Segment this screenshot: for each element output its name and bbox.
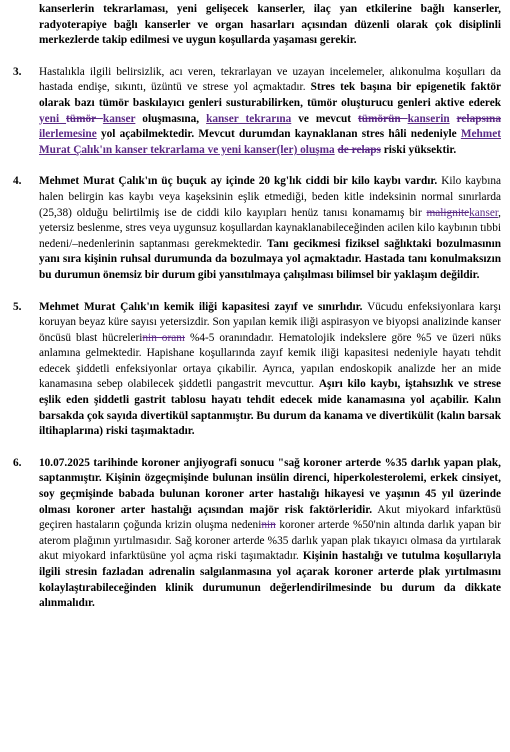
item-number: 4. (13, 175, 22, 188)
bold-text: 10.07.2025 tarihinde koroner anjiyografi sonucu "sağ koroner arterde %35 darlık yapan plak, saptanmıştır. Kişinin özgeçmişinde bulunan insülin direnci, hiperkolesterolemi, erkek cinsiyet, soy geçmişinde babada bulunan koroner arter hastalığı hikayesi ve yaşının 45 yıl üzerinde olması koroner arter hastalığı açısından majör risk faktörleridir. (39, 456, 501, 516)
document-page (13, 2, 501, 612)
deleted-text: tümörün (357, 112, 408, 125)
item-body (39, 174, 501, 283)
list-item-3 (13, 65, 501, 159)
continuation-paragraph (39, 2, 501, 49)
list-item-4 (13, 174, 501, 283)
bold-text: Tanı gecikmesi fiziksel sağlıktaki bozulmasının yanı sıra kişinin ruhsal durumunda da bozulmaya yol açmaktadır. Hastada tanı konulmaksızın bu durumun önemsiz bir durum gibi yansıtılmaya çalışılması bilimsel bir yaklaşım değildir. (39, 237, 501, 281)
deleted-text: nin (261, 519, 276, 532)
inserted-text: yeni (39, 112, 67, 125)
bold-text: ve mevcut (291, 112, 358, 125)
deleted-text: de relaps (337, 143, 381, 156)
plain-text: Kilo kaybına halen belirgin kas kaybı veya kaşeksinin eşlik etmediği, beden kitle indeksinin normal sınırlarda (25,38) olduğu belirtilmiş ise de ciddi kilo kayıpları henüz tanısı konamamış bir (39, 175, 501, 219)
inserted-text: ilerlemesine (39, 128, 97, 141)
deleted-text: tümör (66, 112, 103, 125)
bold-text: Kişinin hastalığı ve tutulma koşullarıyla ilgili stresin fazladan adrenalin salgılanmasına yol açarak koroner arterde plak yırtılmasını kolaylaştırabileceğinden klinik durumunun değerlendirilmesinde bu durum da dikkate alınmalıdır. (39, 550, 501, 610)
item-number: 6. (13, 456, 22, 469)
plain-text: Vücudu enfeksiyonlara karşı koruyan beyaz küre sayısı yetersizdir. Son yapılan kemik iliği aspirasyon ve biyopsi analizinde kanser öncüsü blast hücreleri (39, 300, 501, 344)
item-body (39, 65, 501, 159)
item-number: 3. (13, 65, 22, 78)
inserted-text: kanser (469, 206, 499, 219)
deleted-text: nin oranı (142, 331, 186, 344)
plain-text: Hastalıkla ilgili belirsizlik, acı veren, tekrarlayan ve uzayan incelemeler, alıkonulma koşulları da hastada endişe, sıkıntı, üzüntü ve strese yol açmaktadır. (39, 65, 501, 94)
inserted-text: Mehmet Murat Çalık'ın kanser tekrarlama ve yeni kanser(ler) oluşma (39, 128, 501, 156)
inserted-text: kanser tekrarına (206, 112, 292, 125)
inserted-text: kanser (102, 112, 136, 125)
bold-text (450, 113, 457, 125)
item-body (39, 456, 501, 612)
list-item-6 (13, 456, 501, 612)
list-item-5 (13, 300, 501, 440)
item-body (39, 300, 501, 440)
plain-text: %4-5 oranındadır. Hematolojik indekslere göre %5 ve üzeri nüks anlamına gelmektedir. Hapishane koşullarında zayıf kemik iliği kapasitesi nedeniyle hayatı tehdit edecek şiddetli enfeksiyonlar ortaya çıkabilir. Ayrıca, yapılan endoskopik analizde her an mide kanamasına sebep olabilecek şiddetli pangastrit mevcuttur. (39, 331, 501, 391)
bold-text: yol açabilmektedir. Mevcut durumdan kaynaklanan stres hâli nedeniyle (96, 128, 461, 141)
inserted-text: kanserin (407, 112, 450, 125)
deleted-text: malignite (426, 206, 470, 219)
bold-text: Mehmet Murat Çalık'ın kemik iliği kapasitesi zayıf ve sınırlıdır. (39, 300, 363, 313)
item-number: 5. (13, 300, 22, 313)
plain-text: Akut miyokard infarktüsü geçiren hastaların çoğunda krizin oluşma nedeni (39, 503, 502, 532)
plain-text: koroner arterde %50'nin altında darlık yapan bir aterom plağının yırtılmasıdır. Sağ koroner arterde %35 darlık yapan plak tıkayıcı olmasa da yırtılarak akut miyokard infarktüsüne yol açma riski taşımaktadır. (39, 519, 502, 563)
plain-text: , yetersiz beslenme, stres veya uygunsuz koşullardan kaynaklanabileceğinden acilen kilo kaybının tıbbi nedeni/–nedenlerinin saptanması gerekmektedir. (39, 206, 501, 250)
bold-text: Mehmet Murat Çalık'ın üç buçuk ay içinde 20 kg'lık ciddi bir kilo kaybı vardır. (39, 175, 438, 188)
bold-text: Aşırı kilo kaybı, iştahsızlık ve strese eşlik eden şiddetli gastrit tablosu hayatı tehdit edecek mide kanamasına yol açabilir. Kalın barsakda çok sayıda divertikül saptanmıştır. Bu durum da kanama ve divertikülit (kalın barsak iltihaplarına) riski taşımaktadır. (39, 378, 501, 438)
bold-text: oluşmasına, (135, 112, 207, 125)
bold-text: riski yüksektir. (380, 143, 457, 156)
deleted-text: relapsına (456, 112, 501, 125)
bold-text: kanserlerin tekrarlaması, yeni gelişecek kanserler, ilaç yan etkilerine bağlı kanserler, radyoterapiye bağlı kanserler ve organ hasarları açısından düzenli olarak çok disiplinli merkezlerde takip edilmesi ve uygun koşullarda yaşaması gerekir. (39, 3, 501, 47)
bold-text: Stres tek başına bir epigenetik faktör olarak bazı tümör baskılayıcı genleri susturabilirken, tümör oluşturucu genleri aktive ederek (39, 81, 501, 109)
